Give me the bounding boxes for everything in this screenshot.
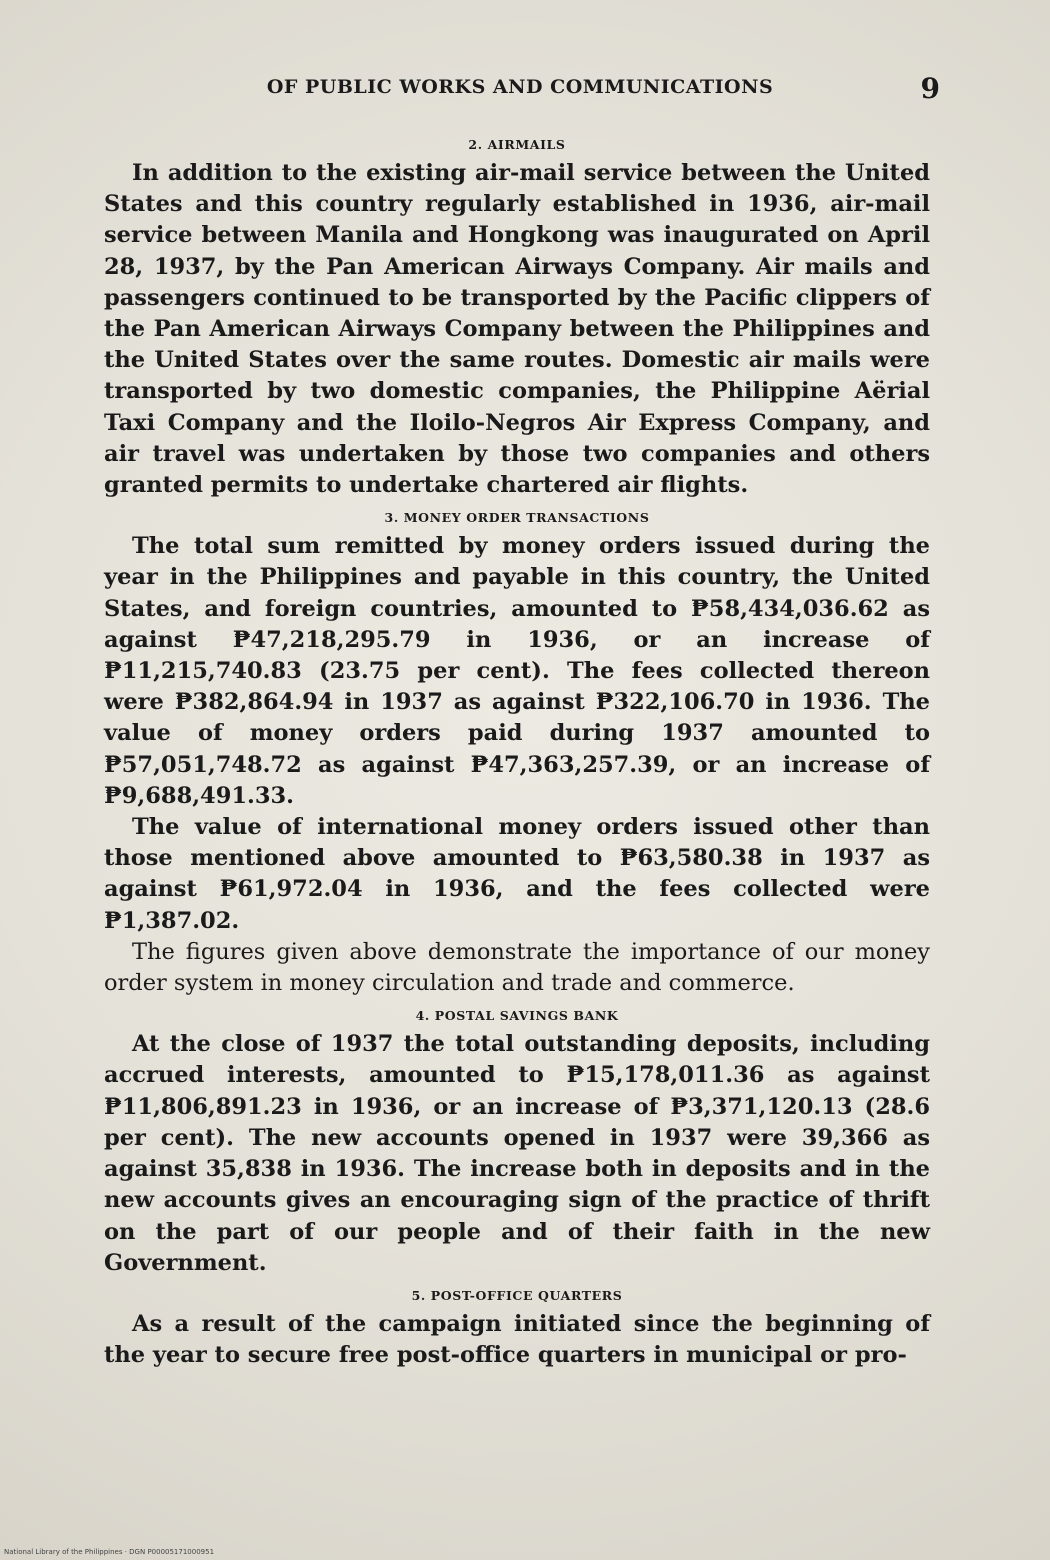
scan-footer-note: National Library of the Philippines · DGN P00005171000951 [4, 1548, 215, 1556]
section-heading-postal-savings: 4. POSTAL SAVINGS BANK [415, 1008, 619, 1024]
section-money-order-transactions [104, 505, 930, 999]
paragraph-postal-savings: At the close of 1937 the total outstanding deposits, including accrued interests, amounted to ₱15,178,011.36 as against ₱11,806,891.23 in 1936, or an increase of ₱3,371,120.13 (28.6 per cent). The new accounts opened in 1937 were 39,366 as against 35,838 in 1936. The increase both in deposits and in the new accounts gives an encouraging sign of the practice of thrift on the part of our people and of their faith in the new Government. [104, 1031, 930, 1276]
paragraph-money-order-importance: The figures given above demonstrate the importance of our money order system in money circulation and trade and commerce. [104, 938, 930, 997]
paragraph-money-orders-total: The total sum remitted by money orders issued during the year in the Philippines and payable in this country, the United States, and foreign countries, amounted to ₱58,434,036.62 as against ₱47,218,295.79 in 1936, or an increase of ₱11,215,740.83 (23.75 per cent). The fees collected thereon were ₱382,864.94 in 1937 as against ₱322,106.70 in 1936. The value of money orders paid during 1937 amounted to ₱57,051,748.72 as against ₱47,363,257.39, or an increase of ₱9,688,491.33. [104, 533, 930, 809]
page-number: 9 [920, 72, 940, 105]
section-heading-airmails: 2. AIRMAILS [468, 137, 566, 152]
section-post-office-quarters [104, 1283, 930, 1371]
running-header-title: OF PUBLIC WORKS AND COMMUNICATIONS [266, 76, 774, 98]
section-airmails [104, 132, 930, 501]
running-header [100, 72, 940, 106]
page-body [104, 132, 930, 1371]
paragraph-post-office-quarters: As a result of the campaign initiated since the beginning of the year to secure free post-office quarters in municipal or pro- [104, 1310, 930, 1369]
section-heading-post-office-quarters: 5. POST-OFFICE QUARTERS [411, 1287, 623, 1303]
paragraph-international-money-orders: The value of international money orders issued other than those mentioned above amounted to ₱63,580.38 in 1937 as against ₱61,972.04 in 1936, and the fees collected were ₱1,387.02. [104, 814, 930, 934]
section-postal-savings-bank [104, 1003, 930, 1279]
section-heading-money-orders: 3. MONEY ORDER TRANSACTIONS [384, 510, 650, 526]
paragraph-airmails: In addition to the existing air-mail service between the United States and this country regularly established in 1936, air-mail service between Manila and Hongkong was inaugurated on April 28, 1937, by the Pan American Airways Company. Air mails and passengers continued to be transported by the Pacific clippers of the Pan American Airways Company between the Philippines and the United States over the same routes. Domestic air mails were transported by two domestic companies, the Philippine Aërial Taxi Company and the Iloilo-Negros Air Express Company, and air travel was undertaken by those two companies and others granted permits to undertake chartered air flights. [104, 160, 930, 499]
